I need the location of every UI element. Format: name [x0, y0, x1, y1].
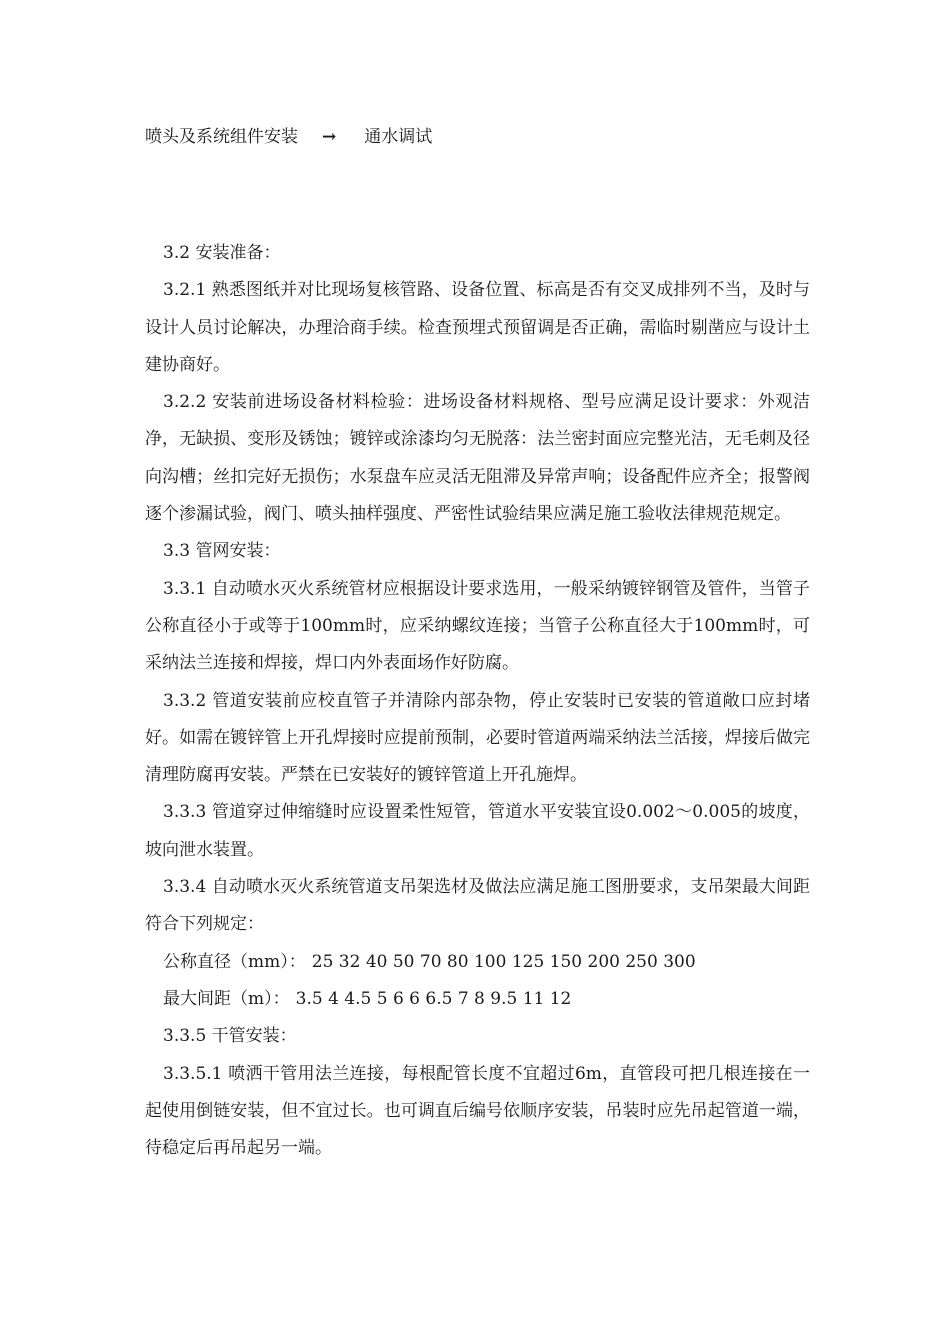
section-heading-3-2: 3.2 安装准备：: [163, 243, 281, 263]
paragraph-3-2-1: 3.2.1 熟悉图纸并对比现场复核管路、设备位置、标高是否有交叉成排列不当，及时与设计人员讨论解决，办理洽商手续。检查预埋式预留调是否正确，需临时剔凿应与设计土建协商好。: [145, 280, 810, 375]
paragraph-3-3-5-1: 3.3.5.1 喷洒干管用法兰连接，每根配管长度不宜超过6m，直管段可把几根连接在一起使用倒链安装，但不宜过长。也可调直后编号依顺序安装，吊装时应先吊起管道一端，待稳定后再吊起另一端。: [145, 1063, 810, 1159]
spec-spacing-values: 3.5 4 4.5 5 6 6 6.5 7 8 9.5 11 12: [295, 988, 572, 1009]
section-heading-3-3: 3.3 管网安装：: [163, 541, 281, 562]
section-heading-3-3-5: 3.3.5 干管安装：: [163, 1026, 297, 1047]
document-body: [145, 235, 810, 1167]
spec-row-nominal-diameter: [145, 944, 810, 981]
spec-row-max-spacing: [145, 981, 810, 1018]
spec-spacing-label: 最大间距（m）：: [163, 988, 290, 1009]
paragraph-3-3-4: 3.3.4 自动喷水灭火系统管道支吊架选材及做法应满足施工图册要求，支吊架最大间距符合下列规定：: [145, 877, 810, 935]
paragraph-3-2-2: 3.2.2 安装前进场设备材料检验：进场设备材料规格、型号应满足设计要求：外观洁净，无缺损、变形及锈蚀；镀锌或涂漆均匀无脱落：法兰密封面应完整光洁，无毛刺及径向沟槽；丝扣完好无损伤；水泵盘车应灵活无阻滞及异常声响；设备配件应齐全；报警阀逐个渗漏试验，阀门、喷头抽样强度、严密性试验结果应满足施工验收法律规范规定。: [145, 392, 810, 525]
paragraph-3-3-1: 3.3.1 自动喷水灭火系统管材应根据设计要求选用，一般采纳镀锌钢管及管件，当管子公称直径小于或等于100mm时，应采纳螺纹连接；当管子公称直径大于100mm时，可采纳法兰连接和焊接，焊口内外表面场作好防腐。: [145, 578, 810, 674]
paragraph-3-3-2: 3.3.2 管道安装前应校直管子并清除内部杂物，停止安装时已安装的管道敞口应封堵好。如需在镀锌管上开孔焊接时应提前预制，必要时管道两端采纳法兰活接，焊接后做完清理防腐再安装。严禁在已安装好的镀锌管道上开孔施焊。: [145, 690, 810, 786]
flow-step-water-test: 通水调试: [364, 127, 433, 147]
arrow-right-icon: →: [322, 127, 337, 147]
spec-diameter-label: 公称直径（mm）：: [163, 951, 306, 972]
flow-step-sprinkler-install: 喷头及系统组件安装: [145, 127, 298, 147]
spec-diameter-values: 25 32 40 50 70 80 100 125 150 200 250 300: [311, 951, 696, 972]
process-flow-line: [145, 124, 432, 150]
paragraph-3-3-3: 3.3.3 管道穿过伸缩缝时应设置柔性短管，管道水平安装宜设0.002～0.005的坡度，坡向泄水装置。: [145, 802, 810, 860]
